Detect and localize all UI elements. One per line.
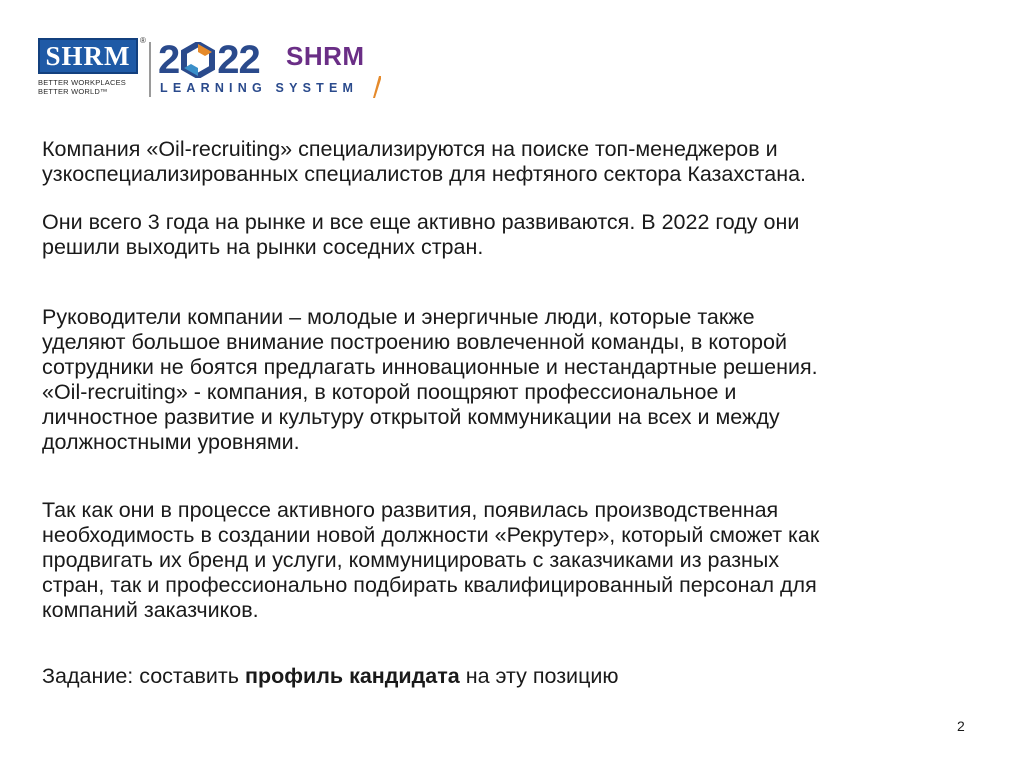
paragraph-line: Руководители компании – молодые и энергичные люди, которые также	[42, 305, 755, 329]
paragraph-line: компаний заказчиков.	[42, 598, 259, 622]
shrm-wordmark: SHRM	[286, 41, 365, 71]
paragraph-line: решили выходить на рынки соседних стран.	[42, 235, 484, 259]
shrm-logo-text: SHRM	[45, 40, 131, 71]
paragraph-line: узкоспециализированных специалистов для нефтяного сектора Казахстана.	[42, 162, 806, 186]
paragraph-line: необходимость в создании новой должности «Рекрутер», который сможет как	[42, 523, 820, 547]
paragraph-line: личностное развитие и культуру открытой коммуникации на всех и между	[42, 405, 780, 429]
hexagon-zero-icon	[180, 42, 216, 78]
logo-divider	[149, 42, 151, 97]
accent-slash-icon	[373, 76, 381, 98]
task-prefix: Задание: составить	[42, 664, 245, 688]
learning-system-text: LEARNING SYSTEM	[160, 81, 359, 95]
shrm-logo-box	[38, 38, 138, 74]
year-suffix: 22	[217, 38, 260, 82]
paragraph-leaders	[42, 305, 992, 455]
paragraph-line: Они всего 3 года на рынке и все еще активно развиваются. В 2022 году они	[42, 210, 800, 234]
paragraph-line: Компания «Oil-recruiting» специализируются на поиске топ-менеджеров и	[42, 137, 778, 161]
tagline-line-1: BETTER WORKPLACES	[38, 78, 126, 87]
shrm-2022-logo	[38, 38, 388, 108]
paragraph-line: «Oil-recruiting» - компания, в которой поощряют профессиональное и	[42, 380, 737, 404]
registered-mark: ®	[140, 36, 146, 45]
task-paragraph	[42, 664, 992, 689]
slide-body	[42, 137, 992, 713]
shrm-tagline	[38, 78, 126, 96]
task-bold-text: профиль кандидата	[244, 664, 460, 688]
task-suffix: на эту позицию	[459, 664, 619, 688]
paragraph-market	[42, 210, 992, 260]
paragraph-line: продвигать их бренд и услуги, коммуницировать с заказчиками из разных	[42, 548, 780, 572]
paragraph-recruiter-need	[42, 498, 992, 623]
paragraph-company	[42, 137, 992, 187]
paragraph-line: уделяют большое внимание построению вовлеченной команды, в которой	[42, 330, 787, 354]
paragraph-line: должностными уровнями.	[42, 430, 300, 454]
paragraph-line: сотрудники не боятся предлагать инновационные и нестандартные решения.	[42, 355, 818, 379]
paragraph-line: Так как они в процессе активного развития, появилась производственная	[42, 498, 779, 522]
year-prefix: 2	[158, 38, 180, 82]
year-2022-mark	[158, 38, 260, 82]
paragraph-line: стран, так и профессионально подбирать квалифицированный персонал для	[42, 573, 817, 597]
tagline-line-2: BETTER WORLD™	[38, 87, 108, 96]
page-number: 2	[957, 718, 965, 734]
